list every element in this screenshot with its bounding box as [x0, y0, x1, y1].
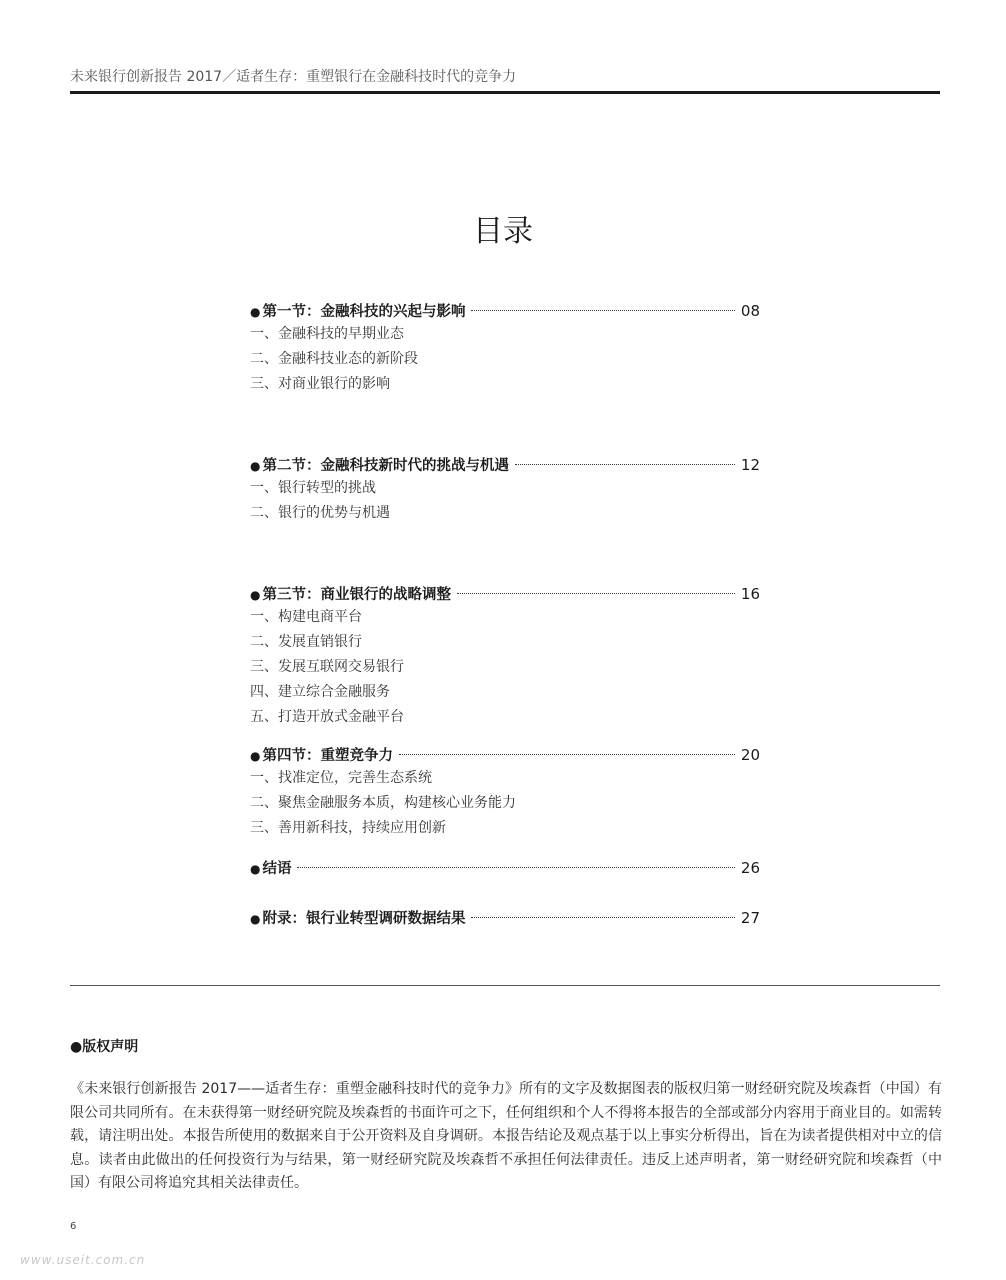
dot-leader — [399, 754, 735, 755]
toc-subitem[interactable]: 三、善用新科技，持续应用创新 — [250, 820, 446, 836]
section-divider — [70, 985, 940, 986]
toc-section — [250, 744, 760, 841]
bullet-icon: ● — [250, 912, 261, 926]
watermark: www.useit.com.cn — [20, 1253, 146, 1267]
copyright-body: 《未来银行创新报告 2017——适者生存：重塑金融科技时代的竞争力》所有的文字及数据图表的版权归第一财经研究院及埃森哲（中国）有限公司共同所有。在未获得第一财经研究院及埃森哲的书面许可之下，任何组织和个人不得将本报告的全部或部分内容用于商业目的。如需转载，请注明出处。本报告所使用的数据来自于公开资料及自身调研。本报告结论及观点基于以上事实分析得出，旨在为读者提供相对中立的信息。读者由此做出的任何投资行为与结果，第一财经研究院及埃森哲不承担任何法律责任。违反上述声明者，第一财经研究院和埃森哲（中国）有限公司将追究其相关法律责任。 — [70, 1081, 942, 1191]
bullet-icon: ● — [250, 459, 261, 473]
header-rule — [70, 91, 940, 94]
toc-section-title: 第二节：金融科技新时代的挑战与机遇 — [262, 458, 509, 474]
dot-leader — [471, 917, 734, 918]
toc-section-title: 第四节：重塑竞争力 — [262, 748, 393, 764]
copyright-heading: ●版权声明 — [70, 1039, 139, 1055]
toc-page-number: 20 — [740, 746, 760, 764]
toc-section — [250, 300, 760, 397]
toc-section-entry[interactable] — [250, 300, 760, 322]
bullet-icon: ● — [250, 588, 261, 602]
toc-subitem[interactable]: 五、打造开放式金融平台 — [250, 709, 404, 725]
toc-subitem[interactable]: 二、发展直销银行 — [250, 634, 362, 650]
toc-page-number: 12 — [740, 456, 760, 474]
toc-title: 目录 — [473, 214, 533, 249]
page-number: 6 — [70, 1221, 77, 1232]
toc-subitem[interactable]: 二、银行的优势与机遇 — [250, 505, 390, 521]
toc-subitem[interactable]: 一、银行转型的挑战 — [250, 480, 376, 496]
dot-leader — [515, 464, 735, 465]
dot-leader — [297, 867, 734, 868]
toc-page-number: 26 — [740, 859, 760, 877]
toc-section-title: 结语 — [262, 861, 292, 877]
toc-section-entry[interactable] — [250, 583, 760, 605]
toc-subitem[interactable]: 一、找准定位，完善生态系统 — [250, 770, 432, 786]
toc-section — [250, 454, 760, 526]
toc-section-entry[interactable] — [250, 857, 760, 879]
toc-page-number: 27 — [740, 909, 760, 927]
toc-subitem[interactable]: 二、金融科技业态的新阶段 — [250, 351, 418, 367]
toc-subitem[interactable]: 一、构建电商平台 — [250, 609, 362, 625]
bullet-icon: ● — [250, 749, 261, 763]
toc-section-entry[interactable] — [250, 907, 760, 929]
toc-section-title: 第三节：商业银行的战略调整 — [262, 587, 451, 603]
toc-subitem[interactable]: 三、对商业银行的影响 — [250, 376, 390, 392]
toc-section-title: 附录：银行业转型调研数据结果 — [262, 911, 466, 927]
toc-section — [250, 857, 760, 879]
dot-leader — [457, 593, 735, 594]
bullet-icon: ● — [250, 862, 261, 876]
toc-section — [250, 583, 760, 730]
toc-section-entry[interactable] — [250, 454, 760, 476]
toc-subitem[interactable]: 二、聚焦金融服务本质，构建核心业务能力 — [250, 795, 516, 811]
toc-section-title: 第一节：金融科技的兴起与影响 — [262, 304, 466, 320]
toc-subitem[interactable]: 一、金融科技的早期业态 — [250, 326, 404, 342]
toc-subitem[interactable]: 三、发展互联网交易银行 — [250, 659, 404, 675]
toc-section — [250, 907, 760, 929]
toc-subitem[interactable]: 四、建立综合金融服务 — [250, 684, 390, 700]
toc-page-number: 16 — [740, 585, 760, 603]
running-header: 未来银行创新报告 2017／适者生存：重塑银行在金融科技时代的竞争力 — [70, 69, 517, 85]
dot-leader — [471, 310, 734, 311]
table-of-contents — [250, 300, 760, 929]
bullet-icon: ● — [250, 305, 261, 319]
toc-section-entry[interactable] — [250, 744, 760, 766]
toc-page-number: 08 — [740, 302, 760, 320]
